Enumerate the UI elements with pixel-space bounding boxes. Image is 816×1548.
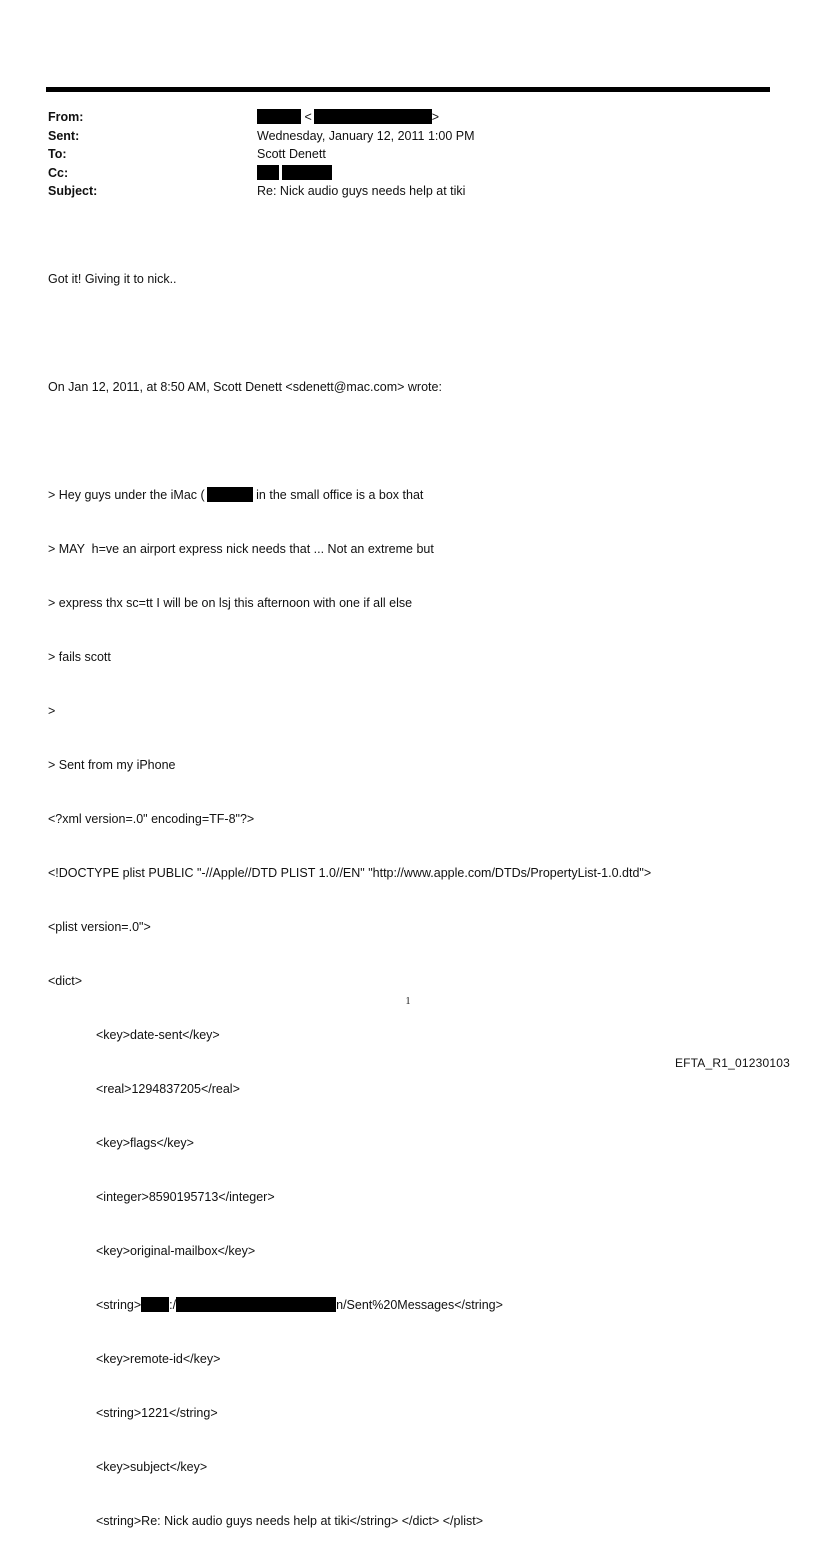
redaction-box [257,165,279,180]
plist-key: <key>date-sent</key> [96,1028,220,1042]
header-rule [46,87,770,92]
plist-text: n/Sent%20Messages</string> [336,1298,503,1312]
email-body [48,234,651,1548]
subject-label: Subject: [48,184,98,198]
xml-declaration: <?xml version=.0" encoding=TF-8"?> [48,812,255,826]
redaction-box [314,109,432,124]
quote-line: > [48,704,56,718]
redaction-box [207,487,253,502]
plist-key: <key>subject</key> [96,1460,208,1474]
plist-text: <string> [96,1298,142,1312]
sent-value: Wednesday, January 12, 2011 1:00 PM [257,128,475,143]
from-label: From: [48,110,84,124]
redaction-box [282,165,332,180]
document-id: EFTA_R1_01230103 [674,1056,790,1070]
plist-key: <key>remote-id</key> [96,1352,221,1366]
plist-value: <real>1294837205</real> [96,1082,240,1096]
from-gt: > [431,110,440,124]
to-value: Scott Denett [257,147,326,161]
subject-value: Re: Nick audio guys needs help at tiki [257,184,466,198]
quote-text: > Hey guys under the iMac ( [48,488,205,502]
from-lt: < [304,110,312,124]
quote-line: > fails scott [48,650,111,664]
quote-line: > express thx sc=tt I will be on lsj this afternoon with one if all else [48,596,413,610]
plist-key: <key>flags</key> [96,1136,194,1150]
quote-text: in the small office is a box that [252,488,424,502]
reply-text: Got it! Giving it to nick.. [48,272,177,286]
quote-line [48,486,651,504]
page-number: 1 [405,996,411,1007]
cc-label: Cc: [48,165,69,180]
redaction-box [176,1297,336,1312]
doctype-line: <!DOCTYPE plist PUBLIC "-//Apple//DTD PLIST 1.0//EN" "http://www.apple.com/DTDs/PropertyList-1.0.dtd"> [48,866,652,880]
plist-text: :/ [169,1298,177,1312]
redaction-box [257,109,301,124]
cc-value [257,164,332,183]
to-label: To: [48,147,67,161]
quote-line: > MAY h=ve an airport express nick needs that ... Not an extreme but [48,542,434,556]
attribution-line: On Jan 12, 2011, at 8:50 AM, Scott Denett <sdenett@mac.com> wrote: [48,380,442,394]
redaction-box [141,1297,169,1312]
from-value [257,108,439,127]
sent-label: Sent: [48,128,80,143]
plist-value: <integer>8590195713</integer> [96,1190,275,1204]
plist-value: <string>Re: Nick audio guys needs help at tiki</string> </dict> </plist> [96,1514,484,1528]
plist-value [48,1296,651,1314]
quote-line: > Sent from my iPhone [48,758,176,772]
plist-value: <string>1221</string> [96,1406,218,1420]
dict-open: <dict> [48,974,83,988]
plist-open: <plist version=.0"> [48,920,151,934]
plist-key: <key>original-mailbox</key> [96,1244,256,1258]
